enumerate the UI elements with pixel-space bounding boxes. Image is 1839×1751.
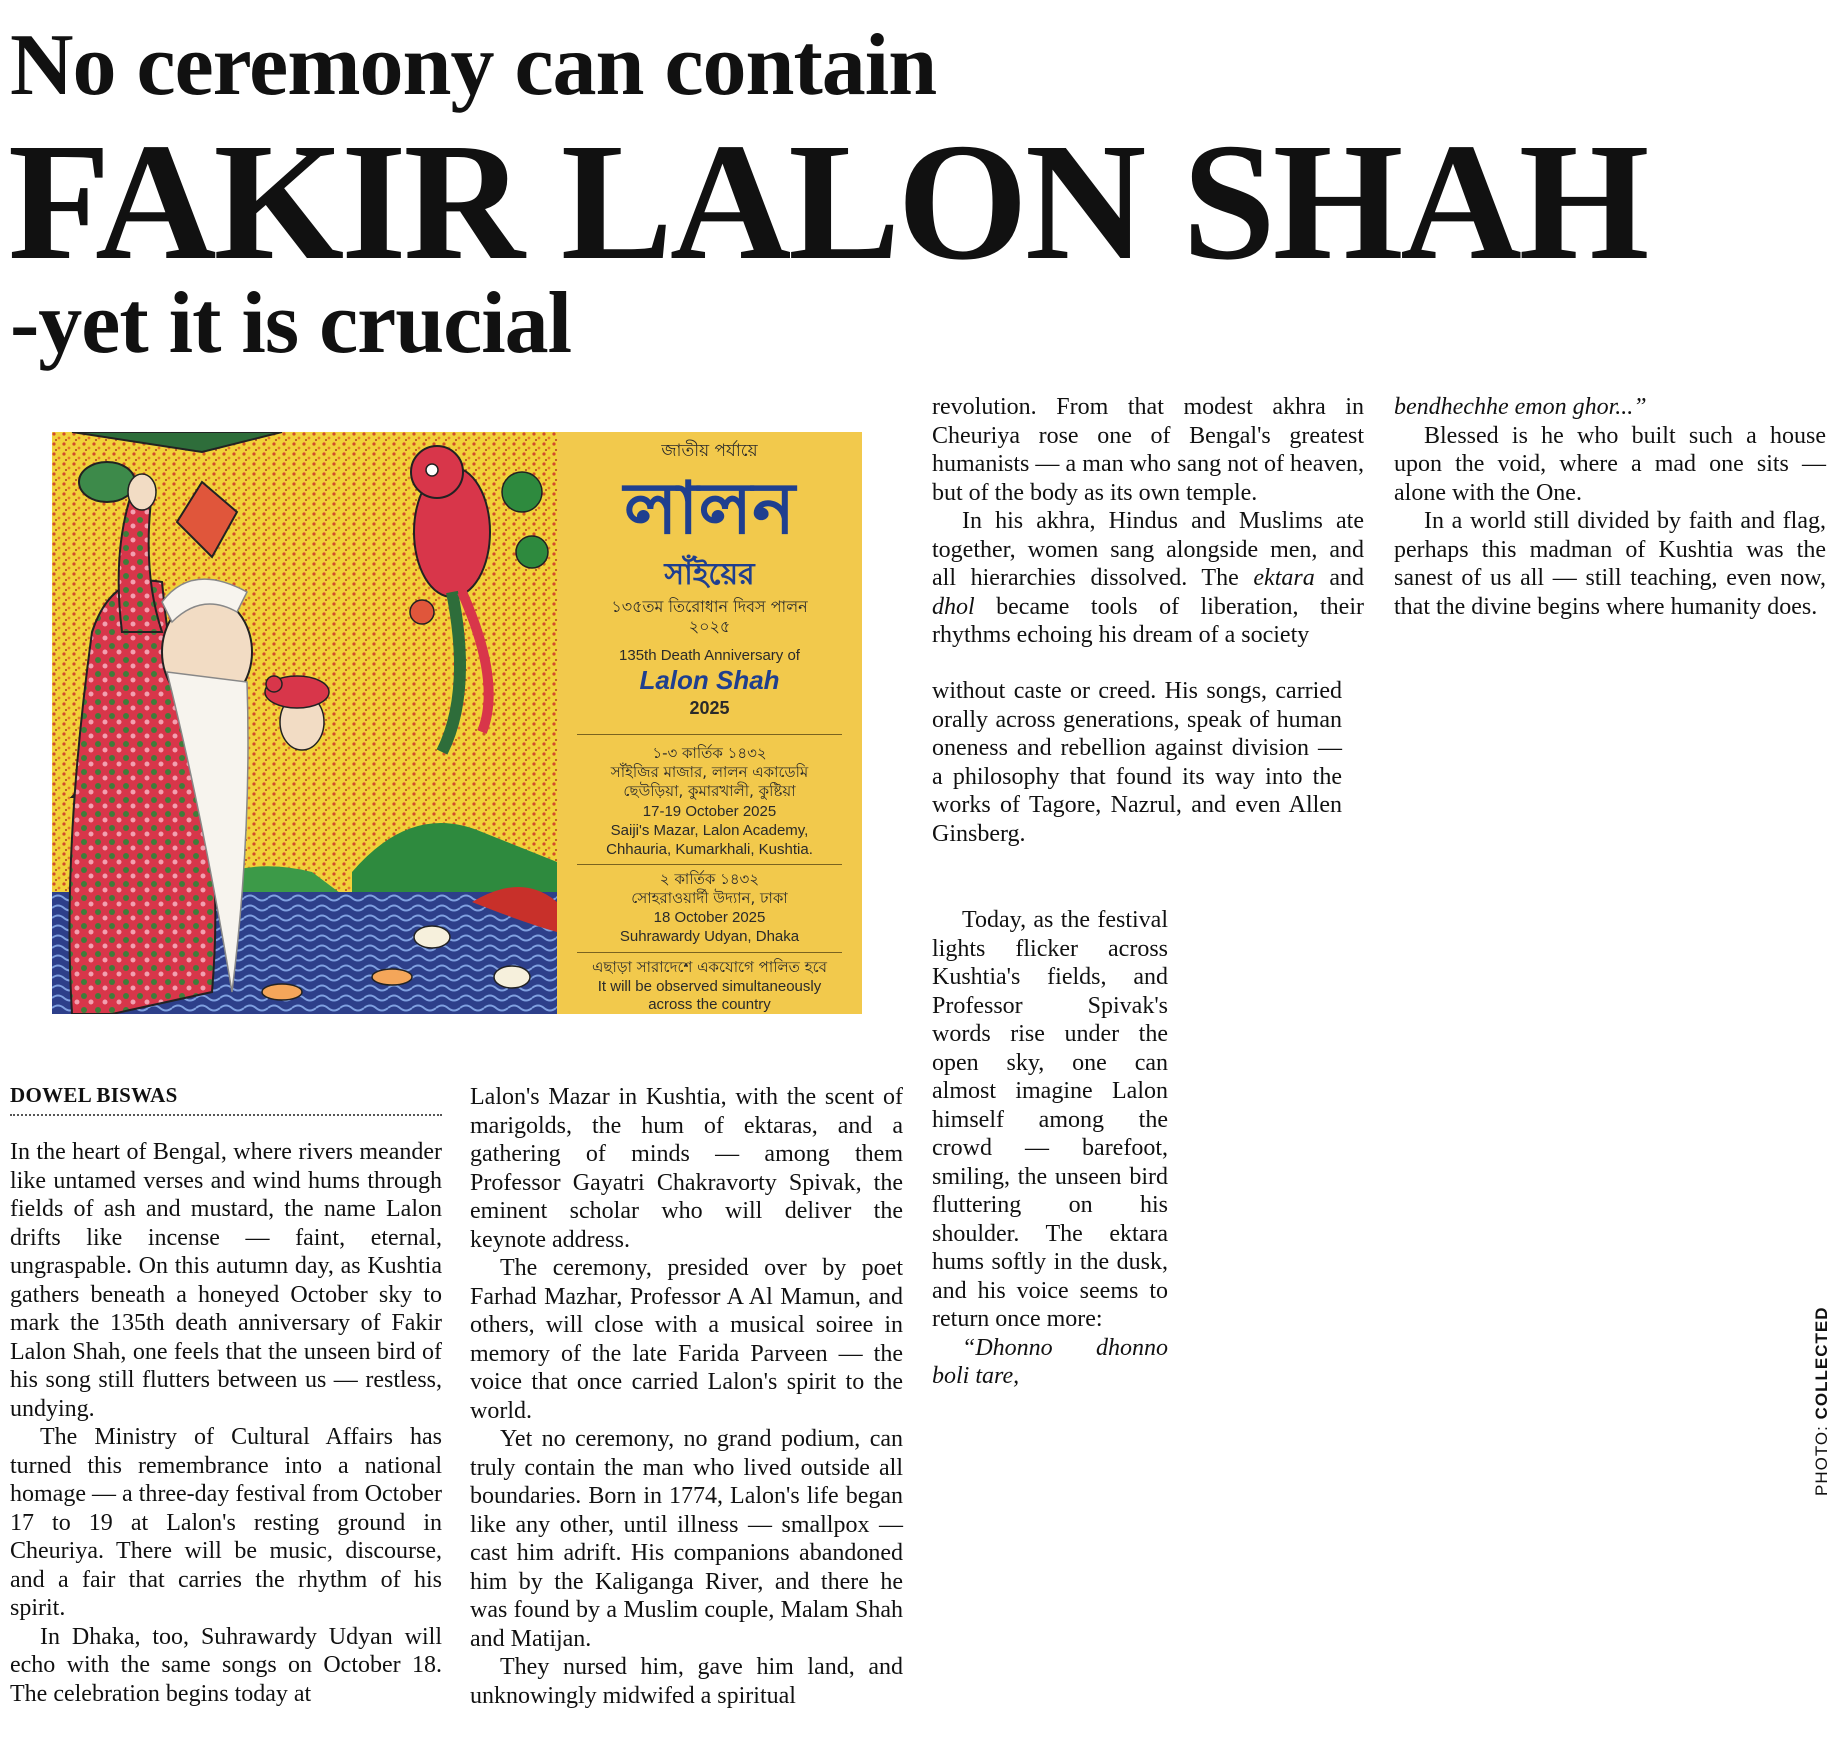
- paragraph: Yet no ceremony, no grand podium, can truly contain the man who lived outside all boundaries. Born in 1774, Lalon's life began like any other, until illness — smallpox — cast him adrift. His companions abandoned him by the Kaliganga River, and there he was found by a Muslim couple, Malam Shah and Matijan.: [470, 1426, 903, 1652]
- poster-bn-venue-1: সাঁইজির মাজার, লালন একাডেমি: [610, 763, 809, 781]
- poster-en-venue-1: Saiji's Mazar, Lalon Academy,: [610, 822, 809, 839]
- paragraph: They nursed him, gave him land, and unknowingly midwifed a spiritual: [470, 1654, 903, 1709]
- quote-start: “Dhonno dhonno boli tare,: [932, 1334, 1168, 1389]
- article-column-1: [10, 1138, 442, 1708]
- paragraph: In a world still divided by faith and flag, perhaps this madman of Kushtia was the sanest of us all — still teaching, even now, that the divine begins where humanity does.: [1394, 508, 1826, 620]
- paragraph: without caste or creed. His songs, carried orally across generations, speak of human oneness and rebellion against division — a philosophy that found its way into the works of Tagore, Nazrul, and even Allen Ginsberg.: [932, 678, 1342, 847]
- article-column-3: [932, 393, 1364, 650]
- byline: DOWEL BISWAS: [10, 1083, 442, 1116]
- poster-divider: [577, 864, 842, 865]
- paragraph: The Ministry of Cultural Affairs has turned this remembrance into a national homage — a three-day festival from October 17 to 19 at Lalon's resting ground in Cheuriya. There will be music, discourse, and a fair that carries the rhythm of his spirit.: [10, 1424, 442, 1621]
- poster-en-date-2: 18 October 2025: [653, 909, 766, 926]
- poster-top-label: জাতীয় পর্যায়ে: [661, 441, 758, 461]
- poster-info-panel: [557, 432, 862, 1014]
- text-run: and: [1329, 565, 1365, 591]
- quote-end: bendhechhe emon ghor...”: [1394, 394, 1647, 420]
- lalon-painting: [52, 432, 557, 1014]
- paragraph: In the heart of Bengal, where rivers meander like untamed verses and wind hums through fields of ash and mustard, the name Lalon drifts like incense — faint, eternal, ungraspable. On this autumn day, as Kushtia gathers beneath a honeyed October sky to mark the 135th death anniversary of Fakir Lalon Shah, one feels that the unseen bird of his song still flutters between us — restless, undying.: [10, 1139, 442, 1422]
- poster-en-venue-3: Suhrawardy Udyan, Dhaka: [619, 928, 800, 945]
- poster-en-name: Lalon Shah: [639, 665, 780, 695]
- festival-poster: [52, 432, 862, 1014]
- article-column-3-cont: [932, 677, 1342, 848]
- poster-bn-date-1: ১-৩ কার্তিক ১৪৩২: [652, 744, 767, 762]
- paragraph: Blessed is he who built such a house upon the void, where a mad one sits — alone with the One.: [1394, 422, 1826, 506]
- poster-bn-venue-2: ছেউড়িয়া, কুমারখালী, কুষ্টিয়া: [623, 782, 796, 800]
- paragraph: The ceremony, presided over by poet Farhad Mazhar, Professor A Al Mamun, and others, will close with a musical soiree in memory of the late Farida Parveen — the voice that once carried Lalon's spirit to the world.: [470, 1255, 903, 1424]
- poster-en-venue-2: Chhauria, Kumarkhali, Kushtia.: [606, 841, 813, 858]
- paragraph: [932, 507, 1364, 650]
- term-ektara: ektara: [1253, 565, 1315, 591]
- text-run: In his akhra, Hindus and Muslims ate together, women sang alongside men, and all hierarchies dissolved. The: [932, 508, 1364, 591]
- headline-line-1: No ceremony can contain: [10, 17, 937, 114]
- paragraph: revolution. From that modest akhra in Cheuriya rose one of Bengal's greatest humanists — a man who sang not of heaven, but of the body as its own temple.: [932, 394, 1364, 506]
- paragraph: Lalon's Mazar in Kushtia, with the scent of marigolds, the hum of ektaras, and a gathering of minds — among them Professor Gayatri Chakravorty Spivak, the eminent scholar who will deliver the keynote address.: [470, 1084, 903, 1253]
- poster-en-year: 2025: [689, 698, 730, 718]
- poster-bn-date-2: ২ কার্তিক ১৪৩২: [659, 870, 760, 888]
- poster-en-note-2: across the country: [648, 996, 771, 1013]
- poster-bn-anniversary-1: ১৩৫তম তিরোধান দিবস পালন: [611, 597, 808, 616]
- text-run: became tools of liberation, their rhythms echoing his dream of a society: [932, 593, 1364, 648]
- headline-line-2: FAKIR LALON SHAH: [8, 109, 1647, 295]
- poster-logo: লালন: [623, 466, 796, 550]
- poster-bn-venue-3: সোহরাওয়ার্দী উদ্যান, ঢাকা: [631, 889, 788, 907]
- photo-credit: [1812, 1307, 1832, 1497]
- poster-en-anniversary: 135th Death Anniversary of: [619, 647, 800, 664]
- article-column-3-narrow: [932, 906, 1168, 1391]
- article-column-2: [470, 1083, 903, 1710]
- photo-credit-source: COLLECTED: [1812, 1306, 1831, 1420]
- photo-credit-label: PHOTO:: [1812, 1425, 1831, 1496]
- paragraph: Today, as the festival lights flicker across Kushtia's fields, and Professor Spivak's words rise under the open sky, one can almost imagine Lalon himself among the crowd — barefoot, smiling, the unseen bird fluttering on his shoulder. The ektara hums softly in the dusk, and his voice seems to return once more:: [932, 907, 1168, 1332]
- term-dhol: dhol: [932, 593, 975, 620]
- poster-logo-sub: সাঁইয়ের: [664, 557, 755, 592]
- poster-bn-note: এছাড়া সারাদেশে একযোগে পালিত হবে: [592, 958, 827, 976]
- poster-divider: [577, 952, 842, 953]
- poster-divider: [577, 734, 842, 735]
- poster-bn-anniversary-2: ২০২৫: [688, 617, 731, 636]
- poster-en-note-1: It will be observed simultaneously: [597, 978, 822, 995]
- paragraph: In Dhaka, too, Suhrawardy Udyan will echo with the same songs on October 18. The celebration begins today at: [10, 1623, 442, 1707]
- headline-line-3: -yet it is crucial: [10, 275, 572, 372]
- article-column-4: [1394, 393, 1826, 621]
- poster-en-date-1: 17-19 October 2025: [642, 803, 777, 820]
